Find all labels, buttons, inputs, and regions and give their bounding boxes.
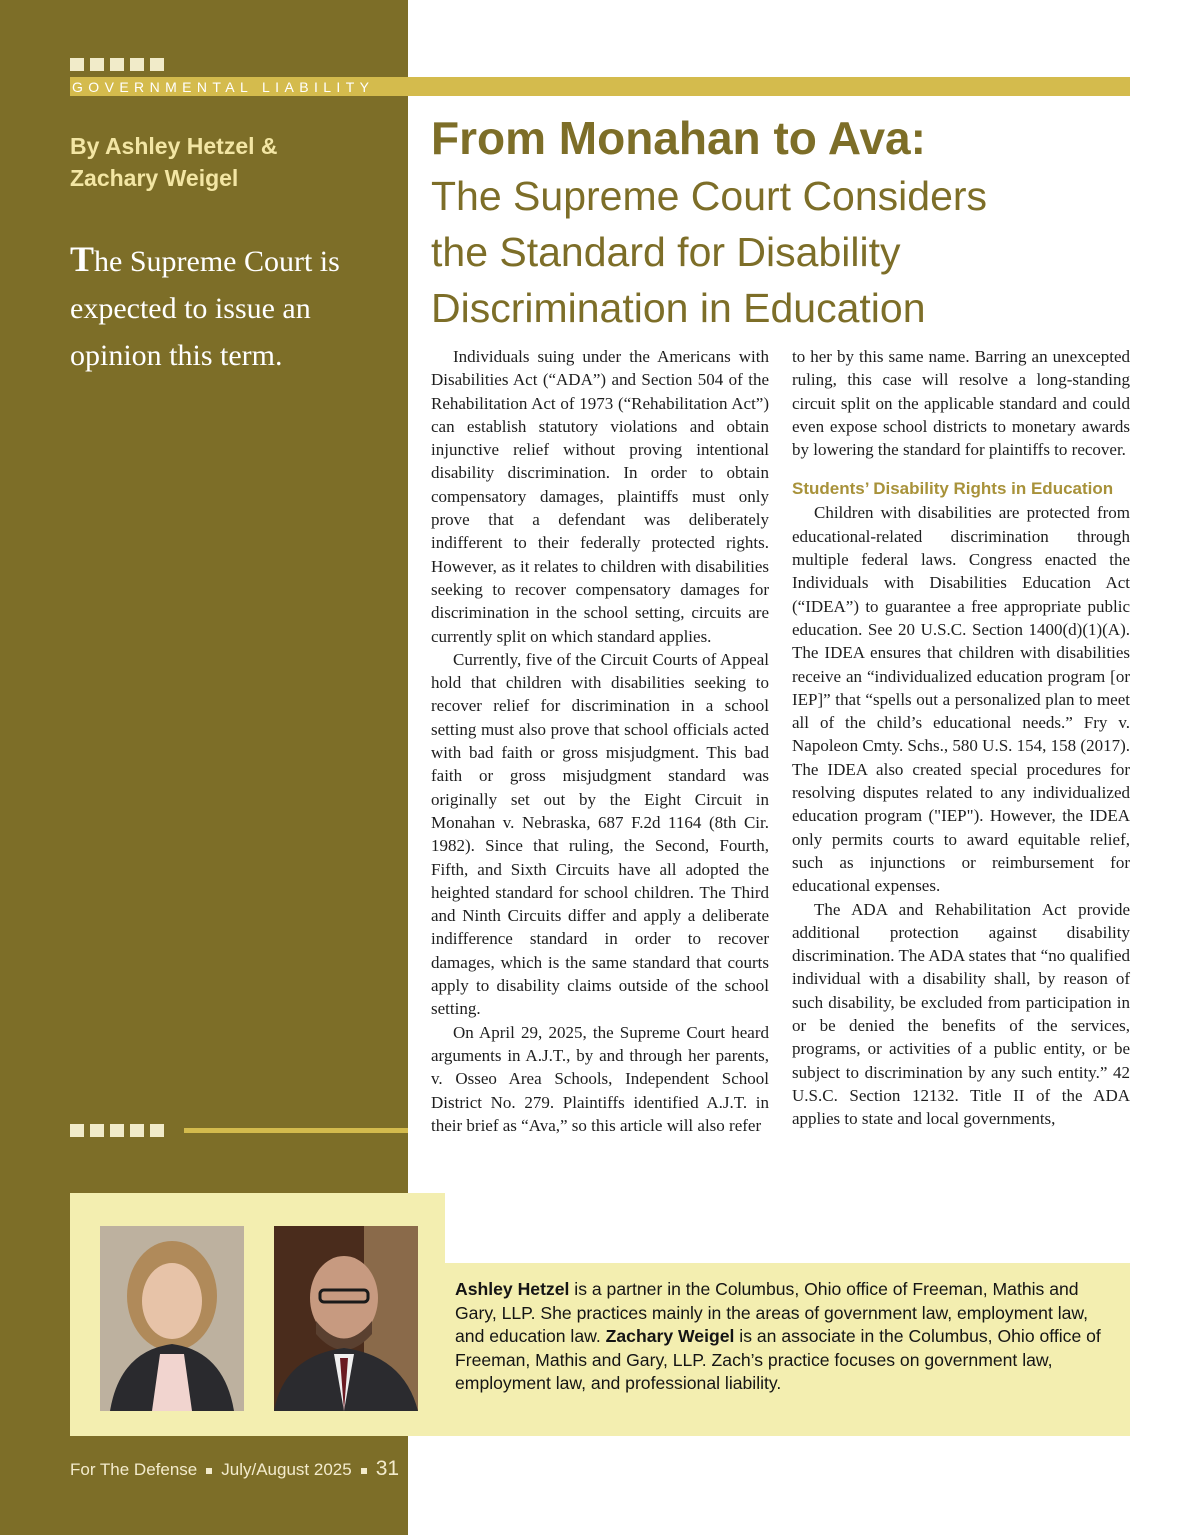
author-photo-zachary (274, 1226, 418, 1411)
paragraph: Currently, five of the Circuit Courts of Appeal hold that children with disabilities seeking to recover relief for discrimination in a school setting must also prove that school officials acted with bad faith or gross misjudgment. This bad faith or gross misjudgment standard was originally set out by the Eight Circuit in Monahan v. Nebraska, 687 F.2d 1164 (8th Cir. 1982). Since that ruling, the Second, Fourth, Fifth, and Sixth Circuits have all adopted the heighted standard for school children. The Third and Ninth Circuits differ and apply a deliberate indifference standard in order to recover damages, which is the same standard that courts apply to disability claims outside of the school setting. (431, 649, 769, 1019)
author-bio-2: is an associate in the Columbus, Ohio office of Freeman, Mathis and Gary, LLP. Zach’s practice focuses on government law, employment law, and professional liability. (455, 1326, 1101, 1393)
bio-box-cutout (445, 1193, 1130, 1263)
byline (70, 130, 390, 194)
decorative-squares-bottom (70, 1124, 164, 1137)
page-number: 31 (375, 1457, 400, 1480)
separator-dot (206, 1468, 212, 1474)
byline-line2: Zachary Weigel (70, 165, 239, 191)
subtitle-line1: The Supreme Court Considers (431, 173, 988, 219)
decorative-bar (184, 1128, 408, 1133)
byline-line1: By Ashley Hetzel & (70, 133, 278, 159)
pull-quote-text: he Supreme Court is expected to issue an opinion this term. (70, 245, 340, 372)
author-bio (455, 1278, 1115, 1396)
author-name-1: Ashley Hetzel (455, 1279, 570, 1299)
body-column-2 (792, 345, 1130, 1131)
paragraph: Individuals suing under the Americans with Disabilities Act (“ADA”) and Section 504 of the Rehabilitation Act of 1973 (“Rehabilitation Act”) can establish statutory violations and obtain injunctive relief without proving intentional disability discrimination. In order to obtain compensatory damages, plaintiffs must only prove that a defendant was deliberately indifferent to their federally protected rights. However, as it relates to children with disabilities seeking to recover compensatory damages for discrimination in the school setting, circuits are currently split on which standard applies. (431, 347, 769, 646)
author-bio-1: is a partner in the Columbus, Ohio office of Freeman, Mathis and Gary, LLP. She practices mainly in the areas of government law, employment law, and education law. (455, 1279, 1089, 1346)
paragraph: Children with disabilities are protected from educational-related discrimination through multiple federal laws. Congress enacted the Individuals with Disabilities Education Act (“IDEA”) to guarantee a free appropriate public education. See 20 U.S.C. Section 1400(d)(1)(A). The IDEA ensures that children with disabilities receive an “individualized education program [or IEP]” that “spells out a personalized plan to meet all of the child’s educational needs.” Fry v. Napoleon Cmty. Schs., 580 U.S. 154, 158 (2017). The IDEA also created special procedures for resolving disputes related to any individualized education program ("IEP"). However, the IDEA only permits courts to award equitable relief, such as injunctions or reimbursement for educational expenses. (792, 503, 1130, 896)
paragraph: On April 29, 2025, the Supreme Court heard arguments in A.J.T., by and through her parents, v. Osseo Area Schools, Independent School District No. 279. Plaintiffs identified A.J.T. in their brief as “Ava,” so this article will also refer (431, 1022, 769, 1135)
section-subhead: Students’ Disability Rights in Education (792, 479, 1114, 499)
pull-quote (70, 236, 400, 379)
author-name-2: Zachary Weigel (605, 1326, 735, 1346)
publication-name: For The Defense (70, 1460, 198, 1479)
article-title: From Monahan to Ava: (431, 112, 926, 164)
article-subtitle (431, 168, 1151, 336)
issue-date: July/August 2025 (221, 1460, 352, 1479)
subtitle-line3: Discrimination in Education (431, 285, 926, 331)
separator-dot (361, 1468, 367, 1474)
paragraph: The ADA and Rehabilitation Act provide additional protection against disability discrimination. The ADA states that “no qualified individual with a disability shall, by reason of such disability, be excluded from participation in or be denied the benefits of the services, programs, or activities of a public entity, or be subject to discrimination by any such entity.” 42 U.S.C. Section 12132. Title II of the ADA applies to state and local governments, (792, 899, 1130, 1129)
paragraph-continued: to her by this same name. Barring an unexcepted ruling, this case will resolve a long-standing circuit split on the applicable standard and could even expose school districts to monetary awards by lowering the standard for plaintiffs to recover. (792, 347, 1130, 460)
decorative-squares-top (70, 58, 164, 71)
body-column-1 (431, 345, 769, 1137)
pull-quote-initial: T (70, 239, 95, 279)
section-label: GOVERNMENTAL LIABILITY (72, 79, 375, 95)
subtitle-line2: the Standard for Disability (431, 229, 901, 275)
author-photo-ashley (100, 1226, 244, 1411)
page-footer (70, 1456, 399, 1483)
